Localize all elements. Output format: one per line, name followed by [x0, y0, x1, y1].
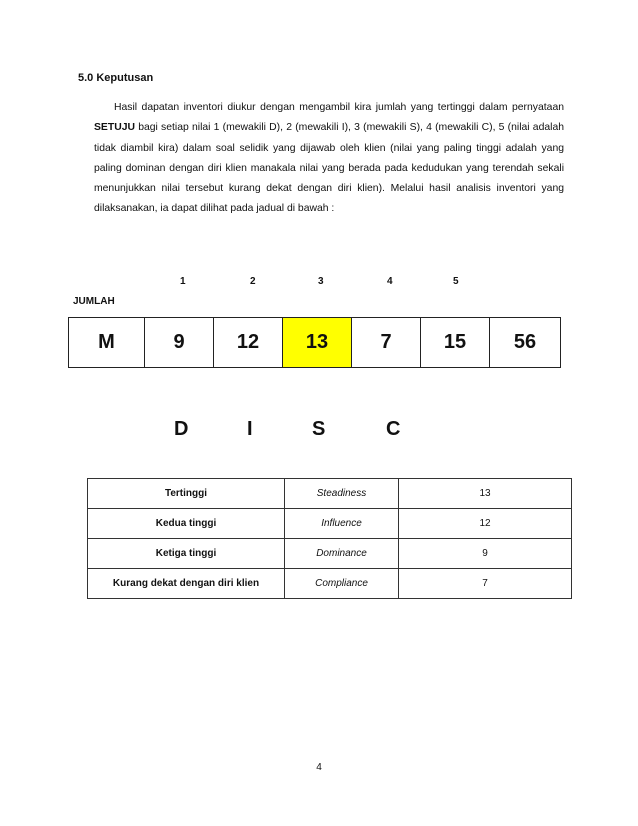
rank-label: Ketiga tinggi: [88, 539, 285, 569]
value-number: 2: [250, 276, 256, 287]
rank-style: Dominance: [285, 539, 399, 569]
ranking-row: [88, 539, 572, 569]
section-heading: 5.0 Keputusan: [78, 72, 154, 84]
page-number: 4: [316, 762, 322, 773]
ranking-table: [87, 478, 572, 599]
section-paragraph: [94, 98, 564, 220]
score-table: [68, 317, 561, 368]
paragraph-text-2: bagi setiap nilai 1 (mewakili D), 2 (mewakili I), 3 (mewakili S), 4 (mewakili C), 5 (nilai adalah tidak diambil kira) dalam soal selidik yang dijawab oleh klien (nilai yang paling tinggi adalah yang paling dominan dengan diri klien manakala nilai yang berada pada kedudukan yang terendah sekali menunjukkan nilai tersebut kurang dekat dengan diri klien). Melalui hasil analisis inventori yang dilaksanakan, ia dapat dilihat pada jadual di bawah :: [94, 122, 564, 215]
ranking-row: [88, 479, 572, 509]
score-cell-i: 12: [214, 318, 283, 368]
rank-label: Tertinggi: [88, 479, 285, 509]
score-cell-c: 7: [352, 318, 421, 368]
ranking-row: [88, 569, 572, 599]
value-number: 3: [318, 276, 324, 287]
rank-label: Kedua tinggi: [88, 509, 285, 539]
score-cell-5: 15: [421, 318, 490, 368]
value-number: 5: [453, 276, 459, 287]
rank-value: 7: [399, 569, 572, 599]
disc-letter-d: D: [174, 418, 189, 440]
value-number: 1: [180, 276, 186, 287]
rank-value: 9: [399, 539, 572, 569]
ranking-row: [88, 509, 572, 539]
disc-letter-s: S: [312, 418, 326, 440]
rank-label: Kurang dekat dengan diri klien: [88, 569, 285, 599]
score-row-label: M: [69, 318, 145, 368]
value-number: 4: [387, 276, 393, 287]
paragraph-text-1: Hasil dapatan inventori diukur dengan mengambil kira jumlah yang tertinggi dalam pernyataan: [114, 102, 564, 113]
score-total: 56: [490, 318, 561, 368]
rank-value: 13: [399, 479, 572, 509]
score-row: [69, 318, 561, 368]
score-cell-d: 9: [145, 318, 214, 368]
jumlah-label: JUMLAH: [73, 296, 115, 307]
rank-style: Influence: [285, 509, 399, 539]
paragraph-bold-setuju: SETUJU: [94, 122, 135, 134]
rank-value: 12: [399, 509, 572, 539]
disc-letter-c: C: [386, 418, 401, 440]
disc-letter-i: I: [247, 418, 253, 440]
rank-style: Steadiness: [285, 479, 399, 509]
rank-style: Compliance: [285, 569, 399, 599]
score-cell-s-highlighted: 13: [283, 318, 352, 368]
